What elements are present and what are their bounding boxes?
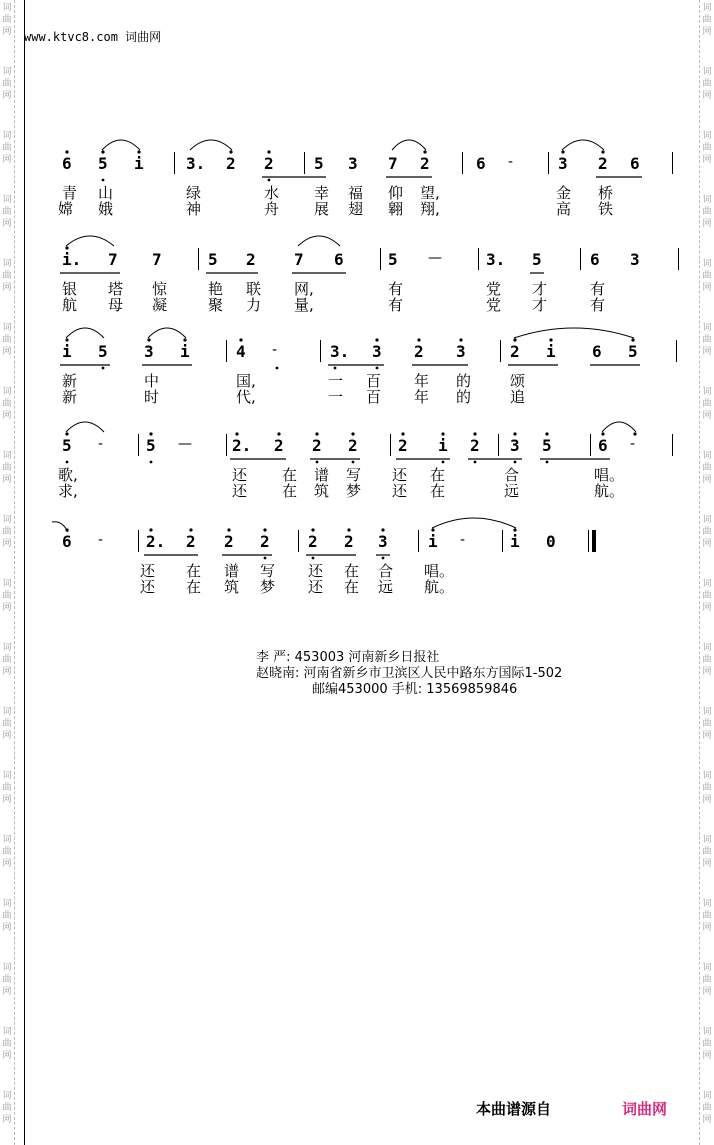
slur-arc: [432, 518, 516, 528]
lyric-verse-1: 青: [62, 184, 78, 202]
score-note: 3.: [486, 250, 506, 269]
sustain-dash: -: [98, 436, 104, 452]
watermark-text: 词 曲 网: [2, 899, 12, 933]
score-note: 2: [312, 436, 322, 455]
octave-dot-low: [334, 367, 337, 370]
octave-dot-low: [474, 461, 477, 464]
lyric-verse-2: 远: [504, 482, 520, 500]
bar-line: [138, 434, 139, 456]
watermark-text: 词 曲 网: [2, 771, 12, 805]
watermark-text: 词 曲 网: [702, 1091, 712, 1125]
lyric-verse-1: 唱。: [594, 466, 625, 484]
slur-arc: [514, 328, 634, 338]
lyric-verse-1: 还: [232, 466, 248, 484]
octave-dot-low: [546, 461, 549, 464]
slur-arc: [190, 140, 232, 150]
lyric-verse-2: 凝: [152, 296, 168, 314]
score-note: 3: [558, 154, 568, 173]
lyric-verse-1: 谱: [224, 562, 240, 580]
bar-line: [304, 152, 305, 174]
score-note: i.: [62, 250, 82, 269]
score-note: 3: [456, 342, 466, 361]
octave-dot-low: [312, 557, 315, 560]
contact-line-3: 邮编453000 手机: 13569859846: [312, 682, 518, 697]
lyric-verse-1: 有: [590, 280, 606, 298]
watermark-text: 词 曲 网: [2, 323, 12, 357]
watermark-text: 词 曲 网: [702, 131, 712, 165]
octave-dot-low: [102, 367, 105, 370]
watermark-text: 词 曲 网: [702, 3, 712, 37]
lyric-verse-2: 的: [456, 388, 472, 406]
score-note: 6: [334, 250, 344, 269]
bar-line: [498, 434, 499, 456]
lyric-verse-2: 筑: [314, 482, 330, 500]
lyric-verse-2: 娥: [98, 200, 114, 218]
score-note: 2: [186, 532, 196, 551]
bar-line: [580, 248, 581, 270]
score-note: i: [546, 342, 556, 361]
watermark-text: 词 曲 网: [2, 195, 12, 229]
watermark-text: 词 曲 网: [702, 643, 712, 677]
lyric-verse-2: 百: [366, 388, 382, 406]
score-note: 2: [414, 342, 424, 361]
lyric-verse-2: 嫦: [58, 200, 74, 218]
site-url[interactable]: www.ktvc8.com: [24, 30, 118, 44]
lyric-verse-2: 还: [308, 578, 324, 596]
octave-dot-low: [382, 557, 385, 560]
lyric-verse-2: 新: [62, 388, 78, 406]
slur-arc: [562, 140, 604, 150]
lyric-verse-2: 一: [328, 388, 344, 406]
octave-dot-low: [316, 461, 319, 464]
score-note: 7: [108, 250, 118, 269]
bar-line: [500, 340, 501, 362]
lyric-verse-2: 年: [414, 388, 430, 406]
watermark-text: 词 曲 网: [2, 1091, 12, 1125]
score-note: i: [438, 436, 448, 455]
lyric-verse-1: 幸: [314, 184, 330, 202]
lyric-verse-1: 塔: [108, 280, 124, 298]
lyric-verse-1: 写: [346, 466, 362, 484]
lyric-verse-2: 在: [344, 578, 360, 596]
lyric-verse-1: 一: [328, 372, 344, 390]
octave-dot-low: [514, 461, 517, 464]
lyric-verse-1: 在: [282, 466, 298, 484]
lyric-verse-1: 联: [246, 280, 262, 298]
lyric-verse-2: 航: [62, 296, 78, 314]
lyric-verse-1: 歌,: [58, 466, 78, 484]
lyric-verse-1: 年: [414, 372, 430, 390]
sustain-dash: -: [98, 532, 104, 548]
lyric-verse-1: 合: [378, 562, 394, 580]
watermark-text: 词 曲 网: [2, 67, 12, 101]
lyric-verse-1: 在: [430, 466, 446, 484]
lyric-verse-2: 量,: [294, 296, 314, 314]
slur-arc: [66, 422, 104, 432]
bar-line: [298, 530, 299, 552]
bar-line: [198, 248, 199, 270]
bar-line: [590, 434, 591, 456]
score-note: 3.: [330, 342, 350, 361]
lyric-verse-1: 百: [366, 372, 382, 390]
lyric-verse-2: 有: [388, 296, 404, 314]
score-note: 5: [146, 436, 156, 455]
score-note: 2: [510, 342, 520, 361]
score-note: 6: [598, 436, 608, 455]
lyric-verse-1: 金: [556, 184, 572, 202]
score-note: 2: [246, 250, 256, 269]
sustain-dash: -: [630, 436, 636, 452]
slur-arc: [298, 236, 340, 246]
site-name[interactable]: 词曲网: [125, 30, 162, 44]
octave-dot-low: [276, 367, 279, 370]
watermark-text: 词 曲 网: [2, 131, 12, 165]
watermark-text: 词 曲 网: [2, 451, 12, 485]
bar-line: [174, 152, 175, 174]
lyric-verse-1: 还: [308, 562, 324, 580]
octave-dot-low: [376, 367, 379, 370]
score-note: 5: [542, 436, 552, 455]
score-note: 3: [378, 532, 388, 551]
watermark-text: 词 曲 网: [702, 707, 712, 741]
score-note: 7: [152, 250, 162, 269]
octave-dot-low: [442, 461, 445, 464]
lyric-verse-2: 远: [378, 578, 394, 596]
score-note: 5: [98, 154, 108, 173]
score-note: 2: [344, 532, 354, 551]
lyric-verse-2: 求,: [58, 482, 78, 500]
sustain-dash: —: [178, 436, 192, 452]
watermark-text: 词 曲 网: [2, 515, 12, 549]
watermark-text: 词 曲 网: [702, 515, 712, 549]
octave-dot-low: [102, 179, 105, 182]
lyric-verse-2: 还: [232, 482, 248, 500]
slur-arc: [102, 140, 140, 150]
contact-line-1: 李 严: 453003 河南新乡日报社: [256, 650, 440, 665]
lyric-verse-1: 写: [260, 562, 276, 580]
lyric-verse-2: 高: [556, 200, 572, 218]
bar-line: [462, 152, 463, 174]
sustain-dash: —: [428, 250, 442, 266]
score-note: 2: [420, 154, 430, 173]
score-note: 5: [628, 342, 638, 361]
sustain-dash: -: [460, 532, 466, 548]
watermark-text: 词 曲 网: [2, 707, 12, 741]
score-note: 3: [144, 342, 154, 361]
lyric-verse-2: 聚: [208, 296, 224, 314]
score-note: 2: [224, 532, 234, 551]
lyric-verse-1: 有: [388, 280, 404, 298]
score-note: i: [510, 532, 520, 551]
watermark-text: 词 曲 网: [702, 771, 712, 805]
lyric-verse-2: 母: [108, 296, 124, 314]
bar-line: [502, 530, 503, 552]
lyric-verse-1: 福: [348, 184, 364, 202]
lyric-verse-2: 航。: [594, 482, 625, 500]
watermark-text: 词 曲 网: [2, 643, 12, 677]
lyric-verse-2: 才: [532, 296, 548, 314]
lyric-verse-2: 有: [590, 296, 606, 314]
bar-line: [678, 248, 679, 270]
score-note: 7: [294, 250, 304, 269]
lyric-verse-1: 还: [140, 562, 156, 580]
score-note: 2: [398, 436, 408, 455]
lyric-verse-1: 才: [532, 280, 548, 298]
bar-line: [320, 340, 321, 362]
lyric-verse-2: 在: [430, 482, 446, 500]
lyric-verse-1: 网,: [294, 280, 314, 298]
lyric-verse-1: 绿: [186, 184, 202, 202]
slur-arc: [66, 328, 104, 338]
watermark-text: 词 曲 网: [702, 259, 712, 293]
lyric-verse-1: 艳: [208, 280, 224, 298]
lyric-verse-2: 航。: [424, 578, 455, 596]
score-note: 5: [62, 436, 72, 455]
lyric-verse-2: 力: [246, 296, 262, 314]
lyric-verse-1: 水: [264, 184, 280, 202]
score-note: 5: [532, 250, 542, 269]
score-note: 5: [98, 342, 108, 361]
watermark-text: 词 曲 网: [702, 835, 712, 869]
watermark-text: 词 曲 网: [702, 451, 712, 485]
watermark-text: 词 曲 网: [702, 195, 712, 229]
lyric-verse-2: 党: [486, 296, 502, 314]
lyric-verse-2: 追: [510, 388, 526, 406]
watermark-text: 词 曲 网: [702, 1027, 712, 1061]
score-note: 2: [470, 436, 480, 455]
score-note: 2: [598, 154, 608, 173]
watermark-text: 词 曲 网: [2, 259, 12, 293]
score-note: 6: [592, 342, 602, 361]
bar-line: [478, 248, 479, 270]
slur-arc: [392, 140, 426, 150]
score-note: 3: [510, 436, 520, 455]
lyric-verse-2: 还: [392, 482, 408, 500]
sustain-dash: -: [272, 342, 278, 358]
sustain-dash: -: [508, 154, 514, 170]
lyric-verse-1: 仰: [388, 184, 404, 202]
lyric-verse-1: 望,: [420, 184, 440, 202]
watermark-text: 词 曲 网: [702, 67, 712, 101]
lyric-verse-2: 时: [144, 388, 160, 406]
octave-dot-low: [66, 461, 69, 464]
lyric-verse-1: 桥: [598, 184, 614, 202]
score-note: 3: [348, 154, 358, 173]
score-note: i: [180, 342, 190, 361]
score-note: 3: [372, 342, 382, 361]
lyric-verse-2: 在: [282, 482, 298, 500]
octave-dot-low: [352, 461, 355, 464]
watermark-text: 词 曲 网: [2, 835, 12, 869]
score-note: 6: [630, 154, 640, 173]
lyric-verse-1: 唱。: [424, 562, 455, 580]
slur-arc: [66, 236, 114, 246]
score-note: 2.: [232, 436, 252, 455]
lyric-verse-1: 颂: [510, 372, 526, 390]
score-note: 2: [260, 532, 270, 551]
watermark-text: 词 曲 网: [2, 1027, 12, 1061]
lyric-verse-1: 山: [98, 184, 114, 202]
lyric-verse-2: 还: [140, 578, 156, 596]
octave-dot-low: [264, 557, 267, 560]
score-note: 5: [388, 250, 398, 269]
watermark-text: 词 曲 网: [2, 3, 12, 37]
slur-arc: [602, 422, 636, 432]
lyric-verse-1: 银: [62, 280, 78, 298]
score-note: 0: [546, 532, 556, 551]
final-bar-thick: [592, 530, 596, 552]
watermark-text: 词 曲 网: [2, 963, 12, 997]
watermark-text: 词 曲 网: [2, 579, 12, 613]
lyric-verse-1: 国,: [236, 372, 256, 390]
lyric-verse-1: 还: [392, 466, 408, 484]
lyric-verse-2: 翔,: [420, 200, 440, 218]
score-note: 2: [264, 154, 274, 173]
lyric-verse-2: 代,: [236, 388, 256, 406]
bar-line: [226, 340, 227, 362]
score-note: 4: [236, 342, 246, 361]
bar-line: [418, 530, 419, 552]
watermark-text: 词 曲 网: [702, 387, 712, 421]
score-note: 6: [590, 250, 600, 269]
bar-line: [672, 152, 673, 174]
contact-line-2: 赵晓南: 河南省新乡市卫滨区人民中路东方国际1-502: [256, 666, 563, 681]
watermark-text: 词 曲 网: [702, 963, 712, 997]
octave-dot-low: [150, 461, 153, 464]
slur-arc: [148, 328, 186, 338]
lyric-verse-2: 梦: [260, 578, 276, 596]
lyric-verse-2: 梦: [346, 482, 362, 500]
lyric-verse-1: 在: [186, 562, 202, 580]
score-note: 2: [274, 436, 284, 455]
score-note: 5: [314, 154, 324, 173]
lyric-verse-1: 中: [144, 372, 160, 390]
lyric-verse-2: 展: [314, 200, 330, 218]
watermark-text: 词 曲 网: [702, 323, 712, 357]
lyric-verse-1: 谱: [314, 466, 330, 484]
bar-line: [380, 248, 381, 270]
score-note: i: [62, 342, 72, 361]
bar-line: [676, 340, 677, 362]
lyric-verse-2: 在: [186, 578, 202, 596]
score-note: 2.: [146, 532, 166, 551]
score-note: 3: [630, 250, 640, 269]
lyric-verse-1: 合: [504, 466, 520, 484]
lyric-verse-1: 党: [486, 280, 502, 298]
lyric-verse-1: 的: [456, 372, 472, 390]
footer-source-label: 本曲谱源自: [476, 1100, 552, 1118]
lyric-verse-2: 筑: [224, 578, 240, 596]
score-note: 6: [62, 154, 72, 173]
score-note: 5: [208, 250, 218, 269]
score-note: 6: [476, 154, 486, 173]
bar-line: [226, 434, 227, 456]
score-note: 6: [62, 532, 72, 551]
lyric-verse-2: 翱: [388, 200, 404, 218]
lyric-verse-1: 在: [344, 562, 360, 580]
bar-line: [672, 434, 673, 456]
lyric-verse-2: 翅: [348, 200, 364, 218]
bar-line: [548, 152, 549, 174]
score-note: 7: [388, 154, 398, 173]
watermark-text: 词 曲 网: [702, 579, 712, 613]
score-note: 3.: [186, 154, 206, 173]
bar-line: [138, 530, 139, 552]
score-note: i: [134, 154, 144, 173]
score-note: i: [428, 532, 438, 551]
score-note: 2: [226, 154, 236, 173]
score-note: 2: [348, 436, 358, 455]
lyric-verse-2: 神: [186, 200, 202, 218]
lyric-verse-2: 铁: [598, 200, 614, 218]
footer-brand-link[interactable]: 词曲网: [622, 1100, 668, 1118]
bar-line: [390, 434, 391, 456]
lyric-verse-1: 惊: [152, 280, 168, 298]
score-note: 2: [308, 532, 318, 551]
lyric-verse-2: 舟: [264, 200, 280, 218]
octave-dot-low: [268, 179, 271, 182]
final-bar-thin: [588, 530, 589, 552]
watermark-text: 词 曲 网: [702, 899, 712, 933]
lyric-verse-1: 新: [62, 372, 78, 390]
watermark-text: 词 曲 网: [2, 387, 12, 421]
